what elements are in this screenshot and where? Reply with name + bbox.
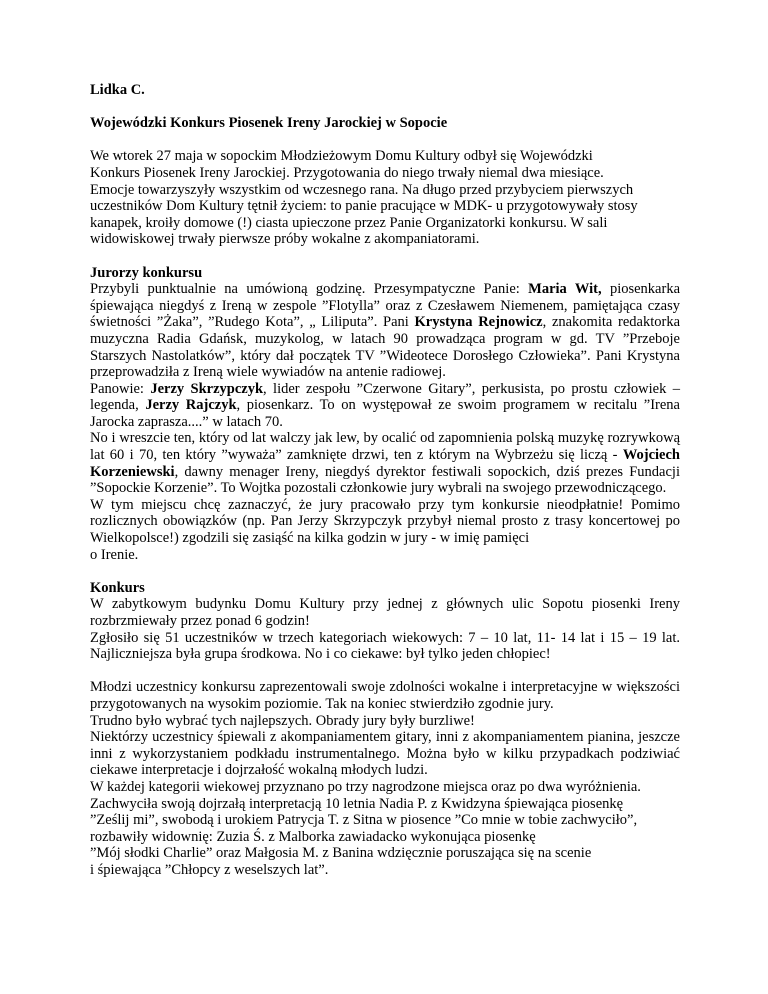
juror-name: Wojciech Korzeniewski	[90, 447, 680, 480]
jury-paragraph-3: No i wreszcie ten, który od lat walczy jak lew, by ocalić od zapomnienia polską muzykę rozrywkową lat 60 i 70, ten który ”wyważa” zamknięte drzwi, ten z którym na Wybrzeżu się liczą - Wojciech Korzeniewski, dawny menager Ireny, niegdyś dyrektor festiwali sopockich, dziś prezes Fundacji ”Sopockie Korzenie”. To Wojtka pozostali członkowie jury wybrali na swojego przewodniczącego.	[90, 430, 680, 497]
intro-line: We wtorek 27 maja w sopockim Młodzieżowym Domu Kultury odbył się Wojewódzki	[90, 148, 593, 165]
contest-heading: Konkurs	[90, 579, 145, 596]
intro-line: widowiskowej trwały pierwsze próby wokalne z akompaniatorami.	[90, 231, 480, 248]
juror-name: Krystyna Rejnowicz	[414, 314, 543, 331]
jury-paragraph-4-end: o Irenie.	[90, 546, 139, 563]
intro-line: Konkurs Piosenek Ireny Jarockiej. Przygotowania do niego trwały niemal dwa miesiące.	[90, 164, 604, 181]
contest-paragraph-2: Zgłosiło się 51 uczestników w trzech kategoriach wiekowych: 7 – 10 lat, 11- 14 lat i 15 – 19 lat. Najliczniejsza była grupa środkowa. No i co ciekawe: był tylko jeden chłopiec!	[90, 629, 680, 663]
youth-paragraph-4: W każdej kategorii wiekowej przyznano po trzy nagrodzone miejsca oraz po dwa wyróżnienia.	[90, 778, 641, 795]
youth-paragraph-2: Trudno było wybrać tych najlepszych. Obrady jury były burzliwe!	[90, 712, 475, 729]
jury-paragraph-2: Panowie: Jerzy Skrzypczyk, lider zespołu ”Czerwone Gitary”, perkusista, po prostu człowiek – legenda, Jerzy Rajczyk, piosenkarz. To on występował ze swoim programem w recitalu ”Irena Jarocka zaprasza....” w latach 70.	[90, 380, 680, 430]
document-page	[90, 82, 680, 879]
juror-name: Maria Wit,	[528, 281, 602, 298]
intro-line: uczestników Dom Kultury tętnił życiem: to panie pracujące w MDK- u przygotowywały stosy	[90, 198, 638, 215]
jury-heading: Jurorzy konkursu	[90, 264, 203, 281]
youth-paragraph-1: Młodzi uczestnicy konkursu zaprezentowali swoje zdolności wokalne i interpretacyjne w większości przygotowanych na wysokim poziomie. Tak na koniec stwierdziło zgodnie jury.	[90, 679, 680, 712]
author-name: Lidka C.	[90, 82, 145, 98]
juror-name: Jerzy Skrzypczyk	[150, 380, 264, 397]
jury-paragraph-1: Przybyli punktualnie na umówioną godzinę. Przesympatyczne Panie: Maria Wit, piosenkarka śpiewająca niegdyś z Ireną w zespole ”Flotylla” oraz z Czesławem Niemenem, pamiętająca czasy świetności ”Żaka”, ”Rudego Kota”, „ Liliputa”. Pani Krystyna Rejnowicz, znakomita redaktorka muzyczna Radia Gdańsk, muzykolog, w latach 90 prowadząca program w gd. TV ”Przeboje Starszych Nastolatków”, który dał początek TV ”Wideotece Dorosłego Człowieka”. Pani Krystyna przeprowadziła z Ireną wiele wywiadów na antenie radiowej.	[90, 281, 681, 381]
intro-line: kanapek, kroiły domowe (!) ciasta upieczone przez Panie Organizatorki konkursu. W sali	[90, 214, 608, 231]
youth-line: ”Ześlij mi”, swobodą i urokiem Patrycja T. z Sitna w piosence ”Co mnie w tobie zachwyciło”,	[90, 812, 638, 829]
youth-line: i śpiewająca ”Chłopcy z weselszych lat”.	[90, 861, 329, 878]
youth-line: Zachwyciła swoją dojrzałą interpretacją 10 letnia Nadia P. z Kwidzyna śpiewająca piosenkę	[90, 795, 624, 812]
youth-line: ”Mój słodki Charlie” oraz Małgosia M. z Banina wdzięcznie poruszająca się na scenie	[90, 845, 592, 862]
youth-line: rozbawiły widownię: Zuzia Ś. z Malborka zawiadacko wykonująca piosenkę	[90, 828, 536, 845]
intro-paragraph	[90, 148, 680, 248]
intro-line: Emocje towarzyszyły wszystkim od wczesnego rana. Na długo przed przybyciem pierwszych	[90, 181, 634, 198]
juror-name: Jerzy Rajczyk	[145, 397, 237, 414]
youth-paragraph-3: Niektórzy uczestnicy śpiewali z akompaniamentem gitary, inni z akompaniamentem pianina, jeszcze inni z wykorzystaniem podkładu instrumentalnego. Można było w kilku przypadkach podziwiać ciekawe interpretacje i dojrzałość wokalną młodych ludzi.	[90, 729, 680, 779]
jury-paragraph-4: W tym miejscu chcę zaznaczyć, że jury pracowało przy tym konkursie nieodpłatnie! Pomimo rozlicznych obowiązków (np. Pan Jerzy Skrzypczyk przybył niemal prosto z trasy koncertowej po Wielkopolsce!) zgodzili się zasiąść na kilka godzin w jury - w imię pamięci	[90, 496, 680, 547]
article-title: Wojewódzki Konkurs Piosenek Ireny Jarockiej w Sopocie	[90, 115, 448, 132]
contest-paragraph-1: W zabytkowym budynku Domu Kultury przy jednej z głównych ulic Sopotu piosenki Ireny rozbrzmiewały przez ponad 6 godzin!	[90, 596, 680, 629]
